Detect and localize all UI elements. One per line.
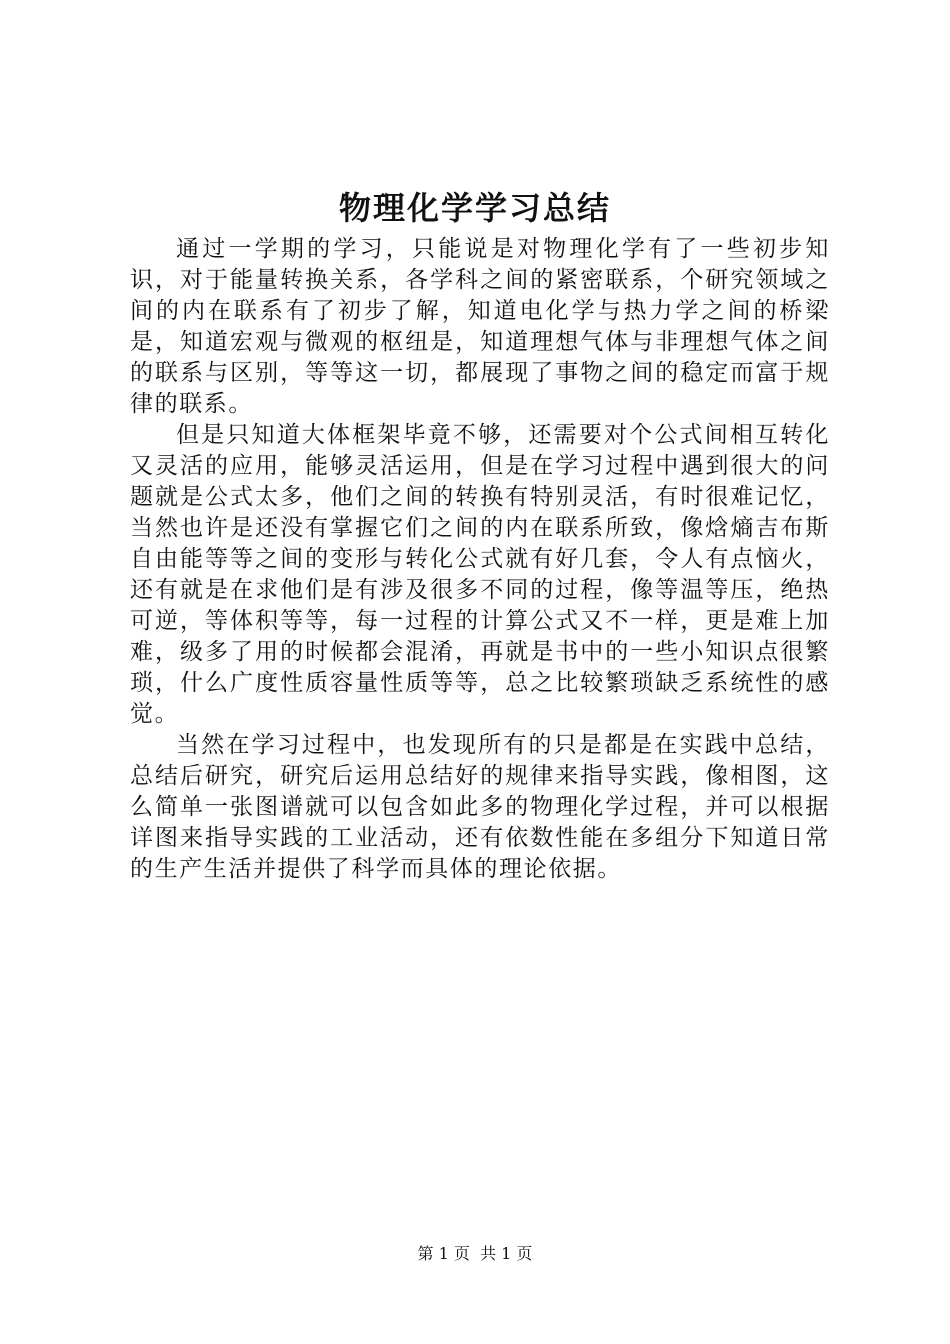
paragraph-2: 但是只知道大体框架毕竟不够，还需要对个公式间相互转化又灵活的应用，能够灵活运用，但是在学习过程中遇到很大的问题就是公式太多，他们之间的转换有特别灵活，有时很难记忆，当然也许是还没有掌握它们之间的内在联系所致，像焓熵吉布斯自由能等等之间的变形与转化公式就有好几套，令人有点恼火，还有就是在求他们是有涉及很多不同的过程，像等温等压，绝热可逆，等体积等等，每一过程的计算公式又不一样，更是难上加难，级多了用的时候都会混淆，再就是书中的一些小知识点很繁琐，什么广度性质容量性质等等，总之比较繁琐缺乏系统性的感觉。 <box>130 422 830 727</box>
page-number: 第 1 页 <box>417 1244 470 1263</box>
paragraph-1: 通过一学期的学习，只能说是对物理化学有了一些初步知识，对于能量转换关系，各学科之间的紧密联系，个研究领域之间的内在联系有了初步了解，知道电化学与热力学之间的桥梁是，知道宏观与微观的枢纽是，知道理想气体与非理想气体之间的联系与区别，等等这一切，都展现了事物之间的稳定而富于规律的联系。 <box>130 236 830 417</box>
paragraph-3: 当然在学习过程中，也发现所有的只是都是在实践中总结，总结后研究，研究后运用总结好的规律来指导实践，像相图，这么简单一张图谱就可以包含如此多的物理化学过程，并可以根据详图来指导实践的工业活动，还有依数性能在多组分下知道日常的生产生活并提供了科学而具体的理论依据。 <box>130 732 830 882</box>
document-body <box>130 234 830 885</box>
page-title: 物理化学学习总结 <box>338 189 611 227</box>
page-footer <box>0 1244 950 1264</box>
page-total: 共 1 页 <box>480 1244 533 1263</box>
